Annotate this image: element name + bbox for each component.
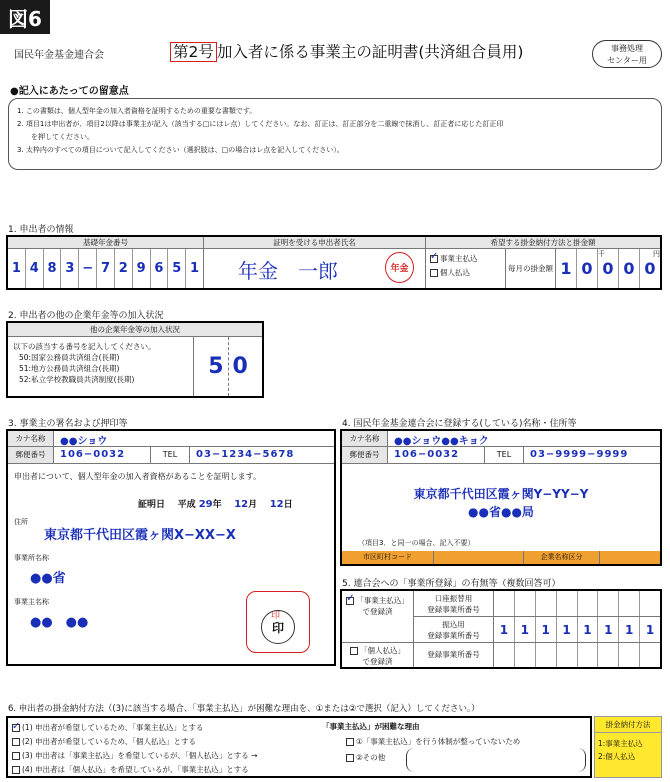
address-label: 住所 xyxy=(14,518,28,526)
employer-name-label: 事業主名称 xyxy=(14,598,49,606)
category-label: 企業名称区分 xyxy=(524,551,600,564)
digit-cell xyxy=(578,591,599,616)
digit-cell: 6 xyxy=(151,249,169,288)
reason-panel xyxy=(308,718,590,776)
option3-checkbox[interactable] xyxy=(12,752,20,760)
transfer-label-line1: 振込用 xyxy=(442,620,465,629)
notice-line: 2. 項目1は申出者が、項目2以降は事業主が記入（該当する□にはレ点）してください。なお、訂正は、訂正部分を二重線で抹消し、訂正者に応じた訂正印 xyxy=(17,120,504,128)
cert-month[interactable]: 12 xyxy=(234,499,249,510)
notice-heading: ●記入にあたっての留意点 xyxy=(10,86,129,97)
digit-cell: 9 xyxy=(133,249,151,288)
method-header: 希望する掛金納付方法と掛金額 xyxy=(426,237,660,249)
seal-box-label: 印 xyxy=(271,611,281,621)
digit-cell xyxy=(515,643,536,667)
personal-registered-sub: で登録済 xyxy=(362,657,393,666)
employer-checkbox[interactable] xyxy=(430,255,438,263)
option4-checkbox[interactable] xyxy=(12,766,20,774)
digit-cell: 1 xyxy=(598,617,619,642)
section5-heading: 5. 連合会への「事業所登録」の有無等（複数回答可） xyxy=(342,579,561,589)
year-unit: 年 xyxy=(212,500,222,510)
city-code-label: 市区町村コード xyxy=(342,551,434,564)
reg-postal-label: 郵便番号 xyxy=(342,447,388,463)
transfer-label-line2: 登録事業所番号 xyxy=(427,631,480,640)
employer-registered-label: 「事業主払込」 xyxy=(356,596,409,605)
section6-heading: 6. 申出者の掛金納付方法（(3)に該当する場合、「事業主払込」が困難な理由を、①または②で選択（記入）してください。） xyxy=(8,704,480,714)
postal-label: 郵便番号 xyxy=(8,447,54,463)
month-unit: 月 xyxy=(248,500,258,510)
personal-office-number-field[interactable] xyxy=(494,643,660,667)
reg-contact-row xyxy=(342,447,660,464)
digit-cell xyxy=(640,591,660,616)
digit-cell: 3 xyxy=(61,249,79,288)
method-legend-2: 2:個人払込 xyxy=(598,752,636,761)
digit-cell: 1 xyxy=(536,617,557,642)
option-50: 50:国家公務員共済組合(長期) xyxy=(19,353,120,362)
arrow-icon: → xyxy=(251,751,258,760)
digit-cell: 1 xyxy=(557,617,578,642)
seal-box xyxy=(246,591,310,653)
employer-kana-row xyxy=(8,431,334,447)
personal-registered-option xyxy=(342,643,414,667)
date-label: 証明日 xyxy=(138,500,166,510)
digit-cell: 4 xyxy=(26,249,44,288)
section2-heading: 2. 申出者の他の企業年金等の加入状況 xyxy=(8,311,164,321)
applicant-name[interactable]: 年金 一郎 xyxy=(238,259,338,283)
digit-cell xyxy=(557,643,578,667)
employer-tel[interactable]: 03−1234−5678 xyxy=(196,449,295,460)
thousand-unit: 千 xyxy=(598,250,605,258)
option3-label: (3) 申出者は「事業主払込」を希望しているが、「個人払込」とする xyxy=(22,751,249,760)
personal-registered-label: 「個人払込」 xyxy=(360,646,405,655)
reg-address[interactable]: 東京都千代田区霞ヶ関Y−YY−Y xyxy=(413,487,589,501)
digit-cell xyxy=(619,591,640,616)
cert-year[interactable]: 29 xyxy=(198,499,213,510)
reason-title: 「事業主払込」が困難な理由 xyxy=(322,722,420,731)
personal-option-label: 個人払込 xyxy=(440,268,470,277)
digit-cell xyxy=(515,591,536,616)
reg-kana-label: カナ名称 xyxy=(342,431,388,446)
code-digit: 0 xyxy=(232,354,248,379)
employer-name[interactable]: ●● ●● xyxy=(30,615,89,630)
tel-label: TEL xyxy=(150,447,190,463)
digit-cell: 1 xyxy=(645,622,655,637)
office-label: 事業所名称 xyxy=(14,554,49,562)
option2-label: (2) 申出者が希望しているため、「個人払込」とする xyxy=(22,737,196,746)
digit-cell xyxy=(536,643,557,667)
employer-option-label: 事業主払込 xyxy=(440,254,478,263)
digit-cell: 1 xyxy=(515,617,536,642)
digit-cell: 1 xyxy=(190,261,200,276)
digit-cell: 1 xyxy=(619,617,640,642)
employer-registered-sub: で登録済 xyxy=(362,607,393,616)
method-legend-title: 掛金納付方法 xyxy=(595,717,661,733)
center-use-line2: センター用 xyxy=(607,56,647,65)
digit-cell xyxy=(619,643,640,667)
debit-office-number-field[interactable] xyxy=(494,591,660,617)
name-header: 証明を受ける申出者氏名 xyxy=(204,237,426,249)
yen-unit: 円 xyxy=(653,250,660,258)
option-51: 51:地方公務員共済組合(長期) xyxy=(19,364,120,373)
notice-line: を押してください。 xyxy=(17,133,94,141)
figure-label: 図6 xyxy=(0,0,50,34)
other-reason-input[interactable] xyxy=(406,748,586,772)
digit-cell xyxy=(494,591,515,616)
city-code-field[interactable] xyxy=(434,551,524,564)
other-pension-header: 他の企業年金等の加入状況 xyxy=(8,323,262,337)
digit-cell: 7 xyxy=(97,249,115,288)
digit-cell: 8 xyxy=(44,249,62,288)
digit-cell: 1 xyxy=(8,249,26,288)
reg-postal[interactable]: 106−0032 xyxy=(394,449,460,460)
section1-heading: 1. 申出者の情報 xyxy=(8,225,74,235)
other-pension-table xyxy=(6,321,264,398)
employer-registered-option xyxy=(342,591,414,643)
seal-label: 年金 xyxy=(390,264,409,274)
instruction-text: 以下の該当する番号を記入してください。 xyxy=(13,342,156,351)
reg-kana-row xyxy=(342,431,660,447)
code-digit: 5 xyxy=(194,337,229,396)
reason2-label: ②その他 xyxy=(356,753,386,762)
method-legend-1: 1:事業主払込 xyxy=(598,739,643,748)
digit-cell: 1 xyxy=(494,617,515,642)
applicant-table xyxy=(6,235,662,290)
pension-number-field[interactable] xyxy=(8,249,204,288)
digit-cell: 0 xyxy=(577,249,598,288)
office-registration-table xyxy=(340,589,662,669)
digit-cell: 0 xyxy=(644,259,656,278)
debit-label-line1: 口座振替用 xyxy=(434,594,473,603)
digit-cell xyxy=(494,643,515,667)
digit-cell xyxy=(557,591,578,616)
employer-postal[interactable]: 106−0032 xyxy=(60,449,126,460)
method-options xyxy=(426,249,506,288)
digit-cell: 5 xyxy=(168,249,186,288)
transfer-office-number-field[interactable] xyxy=(494,617,660,643)
reg-office[interactable]: ●●省●●局 xyxy=(468,505,534,519)
category-field[interactable] xyxy=(600,551,660,564)
same-as-item3-note: （項目3．と同一の場合、記入不要） xyxy=(358,539,475,547)
reg-tel-label: TEL xyxy=(484,447,524,463)
cert-day[interactable]: 12 xyxy=(269,499,284,510)
pension-no-header: 基礎年金番号 xyxy=(8,237,204,249)
era-label: 平成 xyxy=(177,500,196,510)
title-text: 加入者に係る事業主の証明書(共済組合員用) xyxy=(216,43,524,61)
digit-cell xyxy=(640,643,660,667)
employer-address[interactable]: 東京都千代田区霞ヶ関X−XX−X xyxy=(44,528,236,543)
other-pension-instructions xyxy=(8,337,194,396)
method-option-list xyxy=(12,721,257,777)
digit-cell: 1 xyxy=(556,249,577,288)
reg-kana[interactable]: ●●ショウ●●キョク xyxy=(394,436,489,447)
digit-cell: 1 xyxy=(578,617,599,642)
employer-kana[interactable]: ●●ショウ xyxy=(60,436,108,447)
reason1-label: ①「事業主払込」を行う体制が整っていないため xyxy=(356,737,521,746)
name-seal-icon xyxy=(385,252,414,283)
option2-checkbox[interactable] xyxy=(12,738,20,746)
personal-registered-checkbox[interactable] xyxy=(350,647,358,655)
code-row xyxy=(342,551,660,564)
day-unit: 日 xyxy=(283,500,293,510)
kana-label: カナ名称 xyxy=(8,431,54,446)
notice-line: 3. 太枠内のすべての項目について記入してください（選択肢は、□の場合はレ点を記入してください）。 xyxy=(17,146,344,154)
debit-label-line2: 登録事業所番号 xyxy=(427,605,480,614)
monthly-label: 毎月の掛金額 xyxy=(506,249,556,288)
title-number: 第2号 xyxy=(170,42,217,62)
reg-tel[interactable]: 03−9999−9999 xyxy=(530,449,629,460)
registration-table xyxy=(340,429,662,566)
digit-cell: − xyxy=(79,249,97,288)
employer-table xyxy=(6,429,336,666)
personal-checkbox[interactable] xyxy=(430,269,438,277)
form-title xyxy=(170,40,523,62)
other-pension-code-field[interactable] xyxy=(194,337,262,396)
digit-cell xyxy=(598,591,619,616)
employer-registered-checkbox[interactable] xyxy=(346,597,354,605)
option4-label: (4) 申出者は「個人払込」を希望しているが、「事業主払込」とする xyxy=(22,765,249,774)
reason2-checkbox[interactable] xyxy=(346,754,354,762)
seal-stamp-text: 印 xyxy=(271,620,284,635)
monthly-amount-field[interactable] xyxy=(556,249,660,288)
option-52: 52:私立学校教職員共済制度(長期) xyxy=(19,375,135,384)
option1-label: (1) 申出者が希望しているため、「事業主払込」とする xyxy=(22,723,204,732)
digit-cell xyxy=(578,643,599,667)
center-use-line1: 事務処理 xyxy=(611,44,643,53)
debit-office-label xyxy=(414,591,494,617)
certification-text: 申出者について、個人型年金の加入者資格があることを証明します。 xyxy=(14,472,262,481)
name-cell xyxy=(204,249,426,288)
center-use-badge xyxy=(592,40,662,68)
digit-cell: 2 xyxy=(115,249,133,288)
method-legend xyxy=(594,716,662,778)
section4-heading: 4. 国民年金基金連合会に登録する(している)名称・住所等 xyxy=(342,419,577,429)
notice-line: 1. この書類は、個人型年金の加入者資格を証明するための重要な書類です。 xyxy=(17,107,257,115)
section3-heading: 3. 事業主の署名および押印等 xyxy=(8,419,128,429)
association-name: 国民年金基金連合会 xyxy=(14,50,104,61)
notice-box xyxy=(8,98,662,170)
digit-cell: 0 xyxy=(598,249,619,288)
digit-cell: 0 xyxy=(619,249,640,288)
transfer-office-label xyxy=(414,617,494,643)
payment-method-table xyxy=(6,716,592,778)
personal-office-label: 登録事業所番号 xyxy=(414,643,494,667)
digit-cell xyxy=(536,591,557,616)
reason1-checkbox[interactable] xyxy=(346,738,354,746)
certification-date xyxy=(138,497,293,510)
digit-cell xyxy=(598,643,619,667)
employer-contact-row xyxy=(8,447,334,464)
office-name[interactable]: ●●省 xyxy=(30,571,66,586)
seal-stamp-icon xyxy=(261,610,295,644)
option1-checkbox[interactable] xyxy=(12,724,20,732)
